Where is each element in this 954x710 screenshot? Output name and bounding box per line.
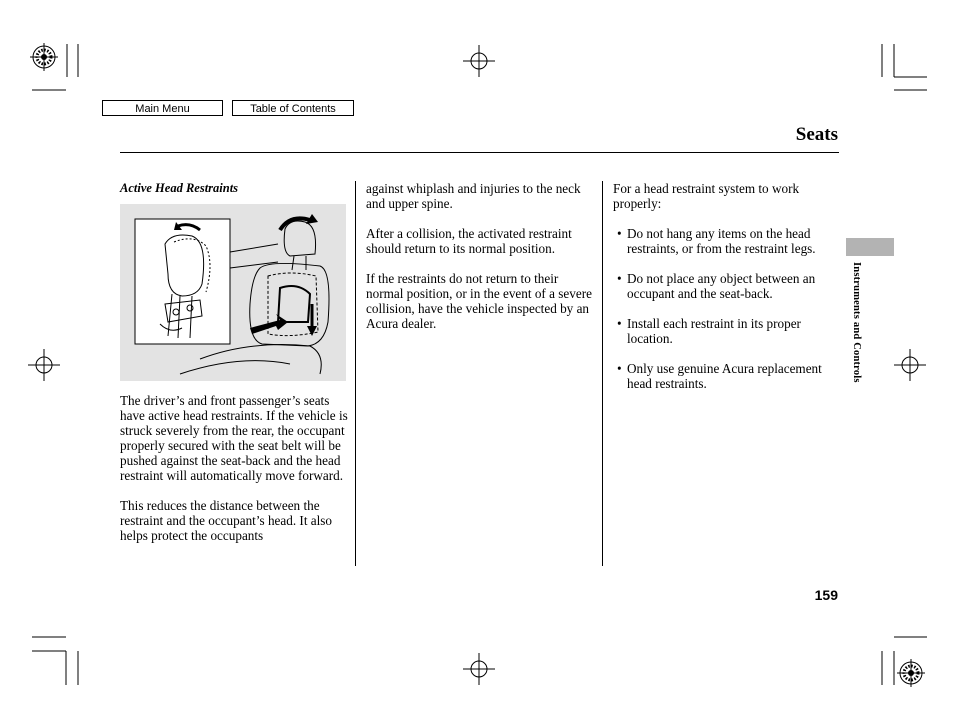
col2-paragraph-1: against whiplash and injuries to the neck and upper spine.	[366, 181, 581, 211]
list-item: • Do not place any object between an occupant and the seat-back.	[613, 271, 843, 301]
col2-paragraph-3: If the restraints do not return to their normal position, or in the event of a severe collision, have the vehicle inspected by an Acura dealer.	[366, 271, 592, 331]
column-3	[613, 181, 843, 406]
main-menu-button[interactable]: Main Menu	[102, 100, 223, 116]
col1-paragraph-2: This reduces the distance between the restraint and the occupant’s head. It also helps protect the occupants	[120, 498, 333, 543]
subheading: Active Head Restraints	[120, 181, 239, 195]
table-of-contents-button[interactable]: Table of Contents	[232, 100, 354, 116]
section-tab	[846, 238, 894, 256]
column-1	[120, 181, 352, 558]
page-number: 159	[814, 587, 838, 603]
list-item: • Install each restraint in its proper location.	[613, 316, 843, 346]
bullet-list	[613, 226, 843, 391]
section-label: Instruments and Controls	[851, 262, 862, 383]
column-divider	[602, 181, 603, 566]
col3-intro: For a head restraint system to work properly:	[613, 181, 800, 211]
col2-paragraph-2: After a collision, the activated restraint should return to its normal position.	[366, 226, 572, 256]
head-restraint-illustration	[120, 204, 346, 381]
col1-paragraph-1: The driver’s and front passenger’s seats have active head restraints. If the vehicle is struck severely from the rear, the occupant properly secured with the seat belt will be pushed against the seat-back and the head restraint will automatically move forward.	[120, 393, 348, 483]
column-2	[366, 181, 594, 346]
list-item: • Only use genuine Acura replacement head restraints.	[613, 361, 843, 391]
registration-target-icon	[30, 43, 58, 71]
list-item: • Do not hang any items on the head restraints, or from the restraint legs.	[613, 226, 843, 256]
page-title: Seats	[795, 124, 838, 145]
column-divider	[355, 181, 356, 566]
registration-target-icon	[897, 659, 925, 687]
header-rule	[120, 152, 839, 153]
